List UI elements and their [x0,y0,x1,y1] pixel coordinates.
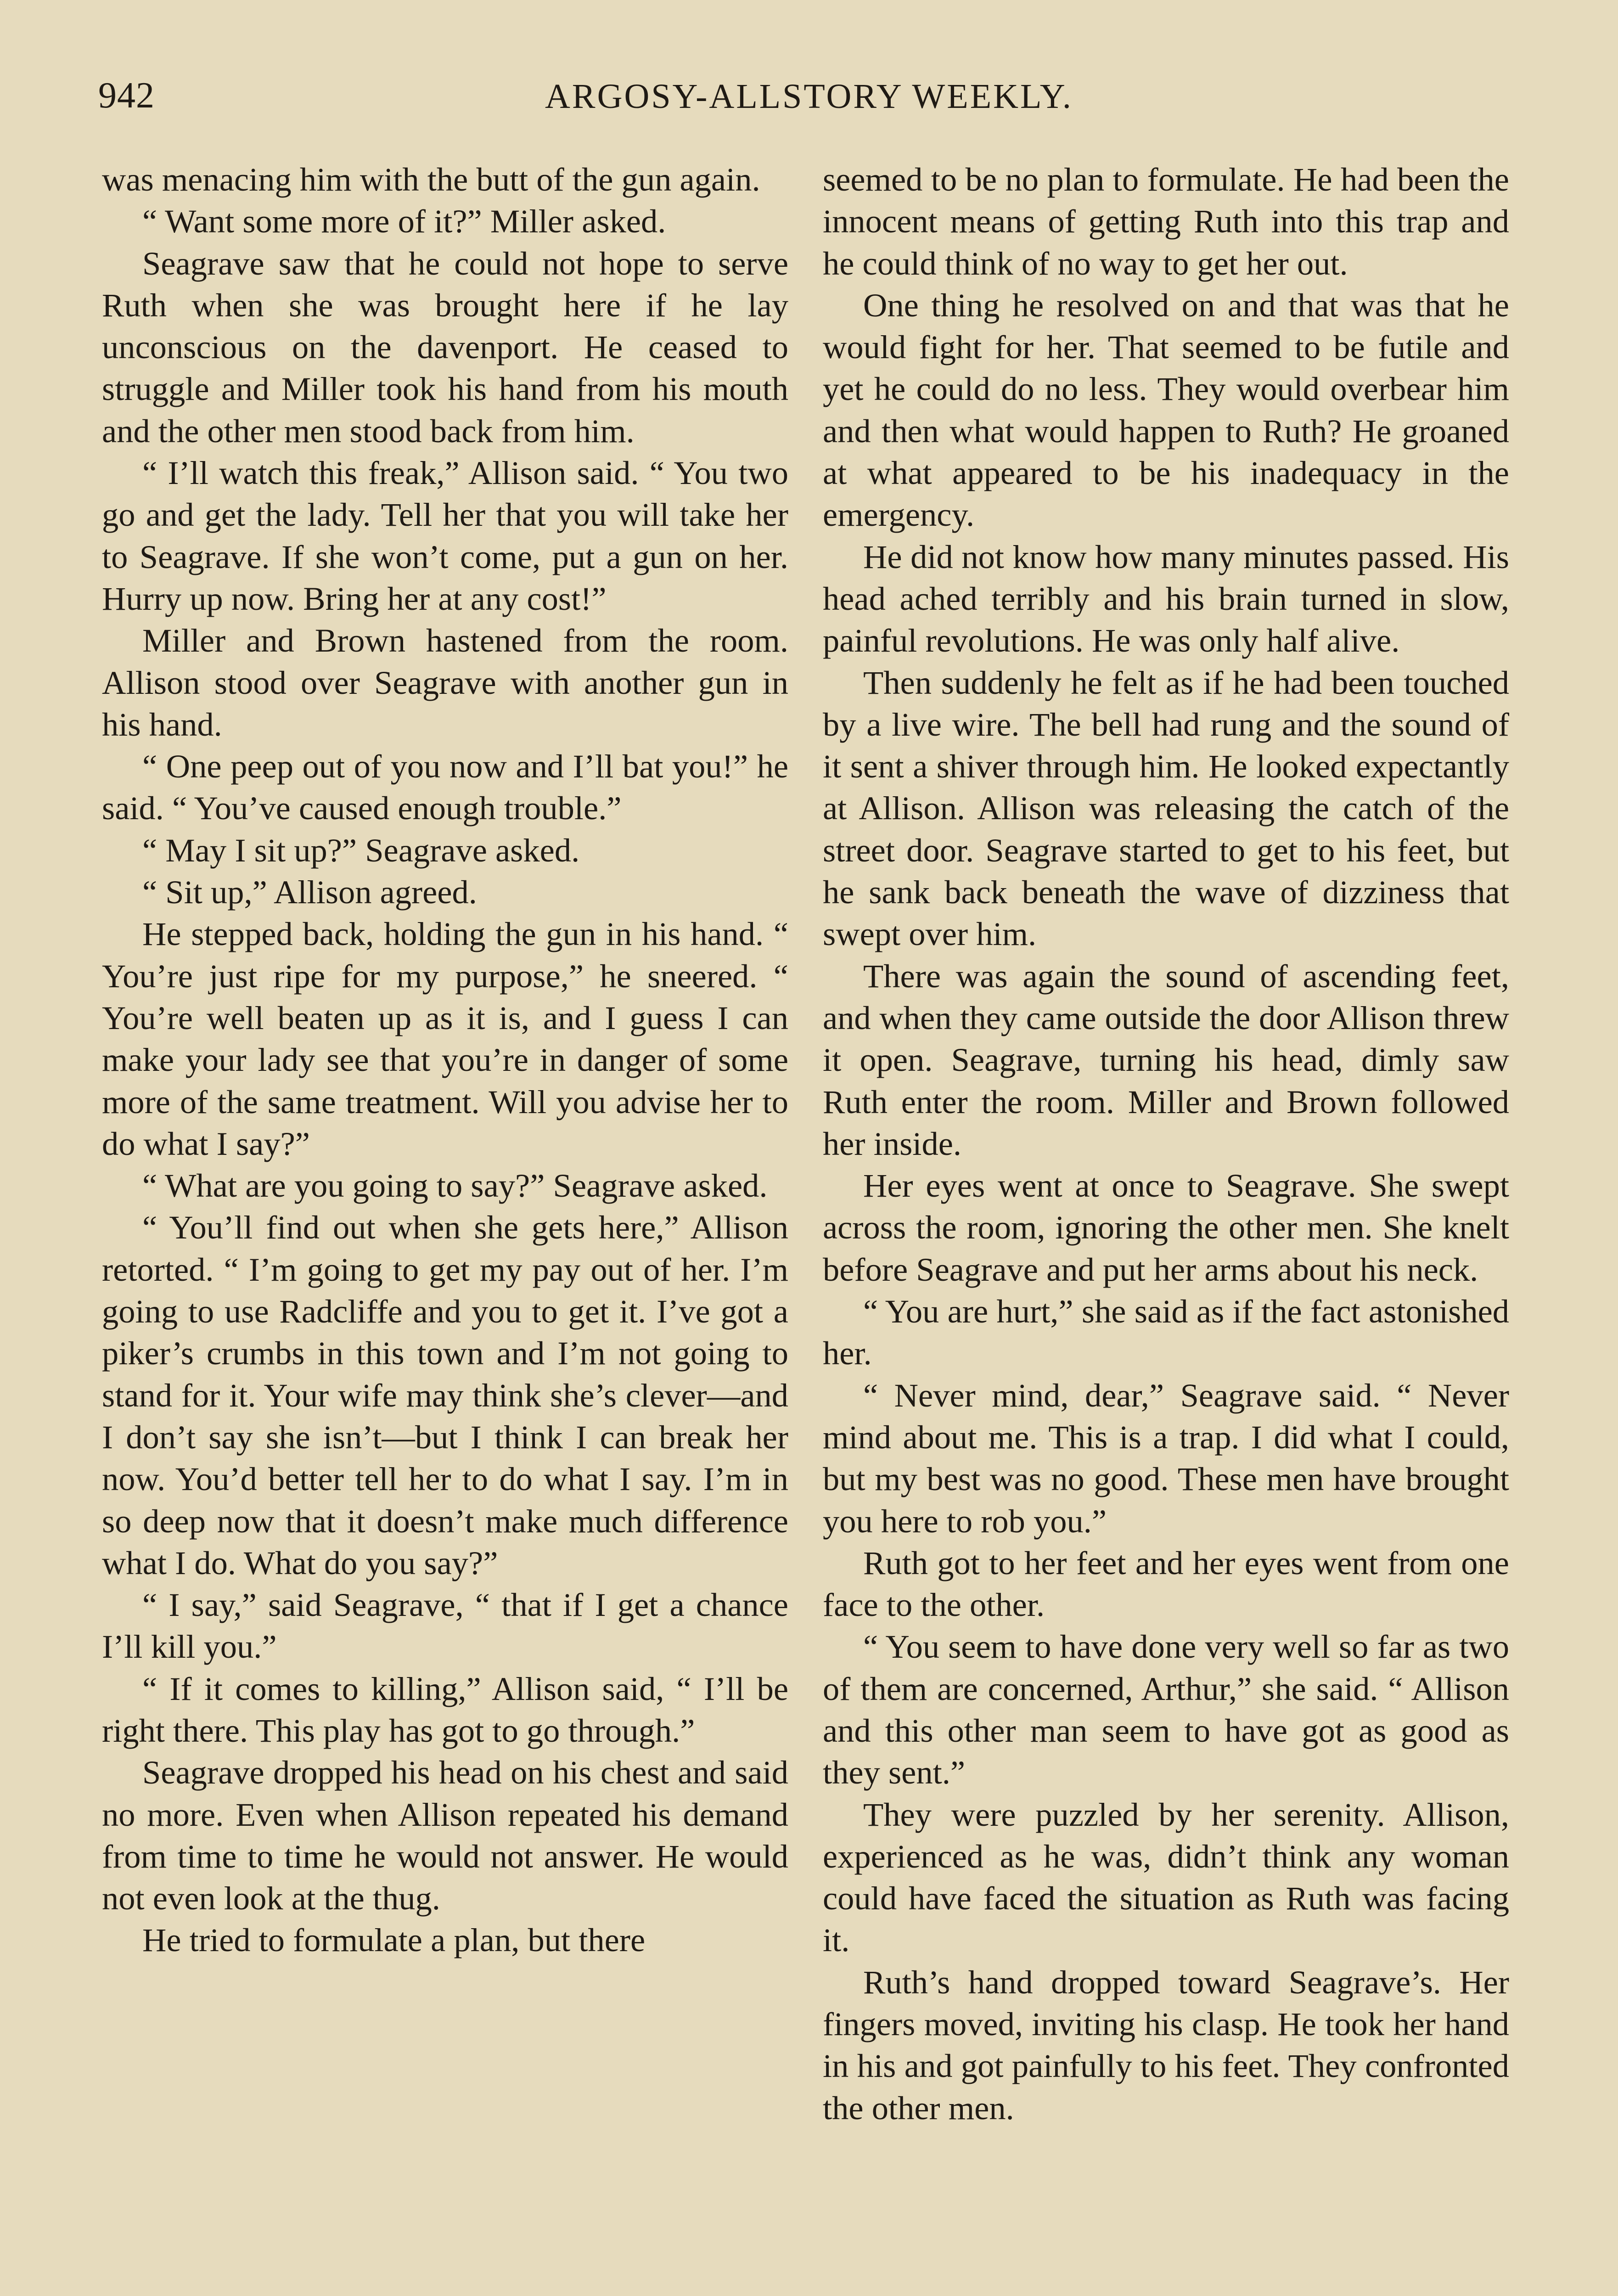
paragraph: “ One peep out of you now and I’ll bat you!” he said. “ You’ve caused enough trouble.” [102,748,788,827]
paragraph: “ I say,” said Seagrave, “ that if I get a chance I’ll kill you.” [102,1586,788,1666]
paragraph: “ If it comes to killing,” Allison said, “ I’ll be right there. This play has got to go through.” [102,1670,788,1749]
paragraph: “ Never mind, dear,” Seagrave said. “ Never mind about me. This is a trap. I did what I could, but my best was no good. These men have brought you here to rob you.” [823,1376,1509,1540]
paragraph: “ You are hurt,” she said as if the fact astonished her. [823,1293,1509,1372]
paragraph: Seagrave saw that he could not hope to serve Ruth when she was brought here if he lay unconscious on the davenport. He ceased to struggle and Miller took his hand from his mouth and the other men stood back from him. [102,244,788,450]
left-column [102,158,788,1961]
paragraph: “ I’ll watch this freak,” Allison said. “ You two go and get the lady. Tell her that you will take her to Seagrave. If she won’t come, put a gun on her. Hurry up now. Bring her at any cost!” [102,454,788,617]
paragraph: They were puzzled by her serenity. Allison, experienced as he was, didn’t think any woman could have faced the situation as Ruth was facing it. [823,1795,1509,1959]
paragraph: seemed to be no plan to formulate. He had been the innocent means of getting Ruth into this trap and he could think of no way to get her out. [823,161,1509,282]
paragraph: “ Want some more of it?” Miller asked. [142,203,666,240]
paragraph: Ruth got to her feet and her eyes went from one face to the other. [823,1544,1509,1624]
paragraph: was menacing him with the butt of the gun again. [102,161,760,198]
running-head: ARGOSY-ALLSTORY WEEKLY. [545,77,1073,116]
paragraph: He did not know how many minutes passed. His head ached terribly and his brain turned in slow, painful revolutions. He was only half alive. [823,538,1509,659]
paragraph: “ Sit up,” Allison agreed. [142,873,477,911]
paragraph: Seagrave dropped his head on his chest and said no more. Even when Allison repeated his demand from time to time he would not answer. He would not even look at the thug. [102,1754,788,1917]
paragraph: “ You’ll find out when she gets here,” Allison retorted. “ I’m going to get my pay out of her. I’m going to use Radcliffe and you to get it. I’ve got a piker’s crumbs in this town and I’m not going to stand for it. Your wife may think she’s clever—and I don’t say she isn’t—but I think I can break her now. You’d better tell her to do what I say. I’m in so deep now that it doesn’t make much difference what I do. What do you say?” [102,1209,788,1581]
paragraph: “ What are you going to say?” Seagrave asked. [142,1167,768,1204]
paragraph: There was again the sound of ascending feet, and when they came outside the door Allison threw it open. Seagrave, turning his head, dimly saw Ruth enter the room. Miller and Brown followed her inside. [823,957,1509,1162]
paragraph: Ruth’s hand dropped toward Seagrave’s. Her fingers moved, inviting his clasp. He took her hand in his and got painfully to his feet. They confronted the other men. [823,1963,1509,2127]
paragraph: Miller and Brown hastened from the room. Allison stood over Seagrave with another gun in his hand. [102,622,788,743]
page-number: 942 [98,75,155,116]
paragraph: “ May I sit up?” Seagrave asked. [142,831,580,869]
paragraph: Then suddenly he felt as if he had been touched by a live wire. The bell had rung and the sound of it sent a shiver through him. He looked expectantly at Allison. Allison was releasing the catch of the street door. Seagrave started to get to his feet, but he sank back beneath the wave of dizziness that swept over him. [823,664,1509,953]
paragraph: He tried to formulate a plan, but there [142,1921,646,1959]
paragraph: One thing he resolved on and that was that he would fight for her. That seemed to be futile and yet he could do no less. They would overbear him and then what would happen to Ruth? He groaned at what appeared to be his inadequacy in the emergency. [823,286,1509,534]
right-column [823,158,1509,2129]
paragraph: He stepped back, holding the gun in his hand. “ You’re just ripe for my purpose,” he sneered. “ You’re well beaten up as it is, and I guess I can make your lady see that you’re in danger of some more of the same treatment. Will you advise her to do what I say?” [102,915,788,1162]
paragraph: Her eyes went at once to Seagrave. She swept across the room, ignoring the other men. She knelt before Seagrave and put her arms about his neck. [823,1167,1509,1288]
paragraph: “ You seem to have done very well so far as two of them are concerned, Arthur,” she said. “ Allison and this other man seem to have got as good as they sent.” [823,1628,1509,1791]
